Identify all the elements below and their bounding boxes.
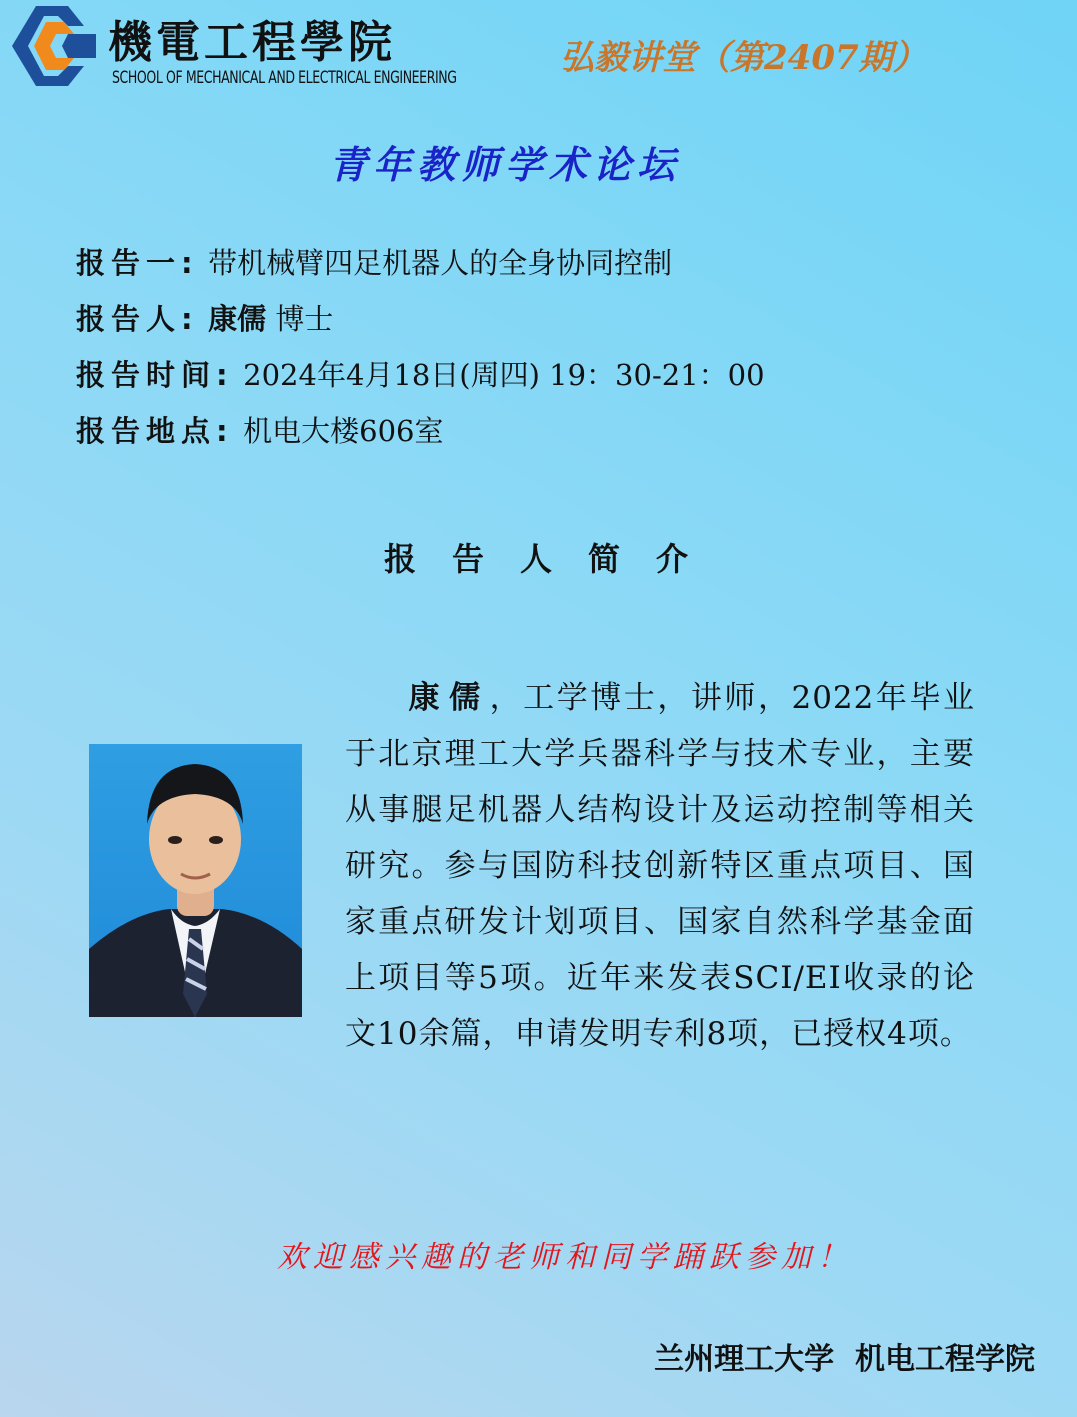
topic-label: 报告一:	[76, 246, 199, 280]
school-name-en: SCHOOL OF MECHANICAL AND ELECTRICAL ENGINEERING	[112, 68, 457, 88]
speaker-portrait-icon	[89, 744, 302, 1017]
welcome-message: 欢迎感兴趣的老师和同学踊跃参加！	[277, 1240, 853, 1275]
speaker-row	[76, 296, 765, 352]
place-value: 机电大楼606室	[243, 414, 444, 448]
school-name-cn: 機電工程學院	[108, 17, 396, 68]
speaker-photo	[89, 744, 302, 1017]
time-row	[76, 352, 765, 408]
report-info	[76, 240, 765, 464]
time-label: 报告时间:	[76, 358, 234, 392]
bio-name: 康儒	[407, 680, 490, 716]
bio-text: ，工学博士，讲师，2022年毕业于北京理工大学兵器科学与技术专业，主要从事腿足机器人结构设计及运动控制等相关研究。参与国防科技创新特区重点项目、国家重点研发计划项目、国家自然科学基金面上项目等5项。近年来发表SCI/EI收录的论文10余篇，申请发明专利8项，已授权4项。	[345, 680, 975, 1052]
lecture-series-label: 弘毅讲堂（第2407期）	[560, 38, 927, 78]
forum-title: 青年教师学术论坛	[328, 142, 681, 187]
speaker-label: 报告人:	[76, 302, 199, 336]
topic-value: 带机械臂四足机器人的全身协同控制	[208, 246, 673, 280]
speaker-title: 博士	[275, 302, 334, 336]
place-row	[76, 408, 765, 464]
topic-row	[76, 240, 765, 296]
time-value: 2024年4月18日(周四) 19：30-21：00	[243, 358, 765, 392]
school-logo-icon	[6, 4, 98, 88]
bio-text-block	[345, 670, 975, 1062]
footer-organization: 兰州理工大学 机电工程学院	[654, 1342, 1035, 1377]
place-label: 报告地点:	[76, 414, 234, 448]
bio-heading: 报告人简介	[384, 540, 725, 578]
speaker-name: 康儒	[208, 302, 267, 336]
